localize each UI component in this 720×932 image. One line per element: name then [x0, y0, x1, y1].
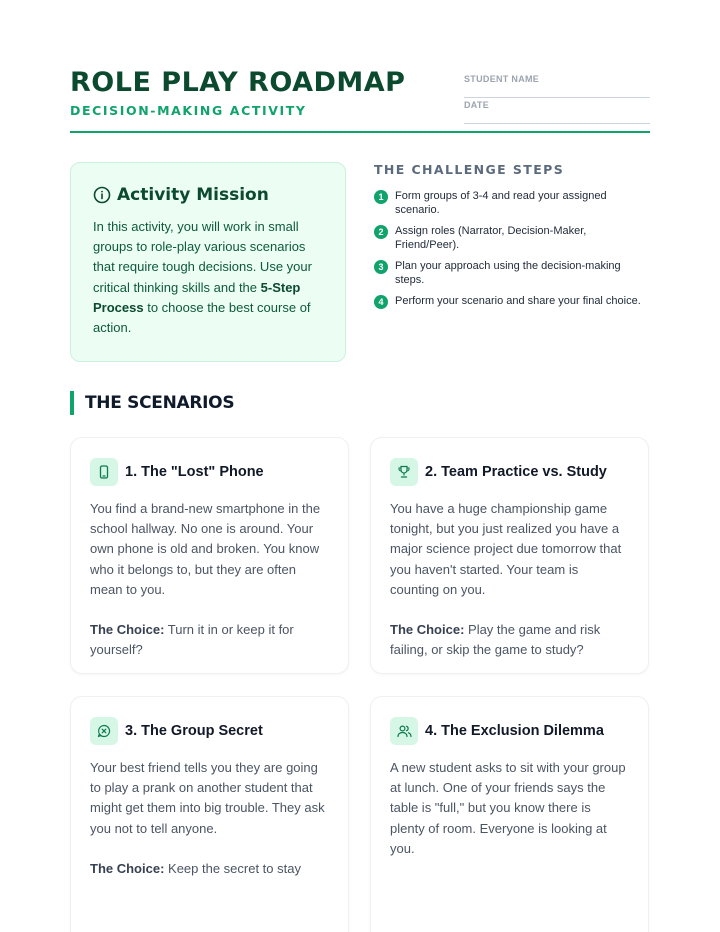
scenario-card: [370, 696, 649, 932]
challenge-steps: [374, 162, 650, 316]
card-header: [390, 458, 629, 486]
card-choice: [90, 859, 329, 879]
choice-label: The Choice:: [390, 622, 465, 638]
student-fields: [464, 72, 650, 124]
phone-icon: [90, 458, 118, 486]
card-title: 3. The Group Secret: [125, 723, 263, 739]
step-number: 3: [374, 260, 388, 274]
users-icon: [390, 717, 418, 745]
card-choice: [390, 620, 629, 660]
mission-box: [70, 162, 346, 362]
mission-header: [93, 185, 323, 205]
page-subtitle: DECISION-MAKING ACTIVITY: [70, 103, 307, 118]
student-name-field[interactable]: STUDENT NAME: [464, 72, 650, 98]
choice-label: The Choice:: [90, 860, 165, 876]
scenarios-header: [70, 391, 234, 415]
page-title: ROLE PLAY ROADMAP: [70, 67, 406, 98]
step-text: Form groups of 3-4 and read your assigned scenario.: [395, 190, 607, 216]
card-title: 2. Team Practice vs. Study: [425, 464, 607, 480]
choice-label: The Choice:: [90, 622, 165, 638]
step-item: [374, 294, 650, 309]
card-title: 1. The "Lost" Phone: [125, 464, 264, 480]
secret-icon: [90, 717, 118, 745]
step-item: [374, 259, 650, 287]
scenario-card: [70, 437, 349, 674]
page-header: [70, 66, 650, 118]
step-text: Perform your scenario and share your final choice.: [395, 295, 641, 307]
step-item: [374, 224, 650, 252]
mission-title: Activity Mission: [117, 185, 269, 205]
mission-text-part: In this activity, you will work in small groups to role-play various scenarios that require tough decisions. Use your critical thinking skills and the: [93, 219, 312, 295]
step-text: Assign roles (Narrator, Decision-Maker, Friend/Peer).: [395, 225, 587, 251]
card-text: A new student asks to sit with your group at lunch. One of your friends says the table is "full," but you know there is plenty of room. Everyone is looking at you.: [390, 760, 626, 856]
card-header: [90, 717, 329, 745]
steps-title: THE CHALLENGE STEPS: [374, 162, 565, 177]
step-number: 2: [374, 225, 388, 239]
step-number: 1: [374, 190, 388, 204]
scenarios-title: THE SCENARIOS: [85, 393, 235, 413]
step-number: 4: [374, 295, 388, 309]
step-text: Plan your approach using the decision-making steps.: [395, 260, 621, 286]
card-choice: [90, 620, 329, 660]
choice-text: Keep the secret to stay: [164, 860, 301, 876]
header-divider: [70, 131, 650, 133]
card-header: [90, 458, 329, 486]
card-text: You have a huge championship game tonight, but you just realized you have a major science project due tomorrow that you haven't started. Your team is counting on you.: [390, 501, 622, 597]
date-field[interactable]: DATE: [464, 98, 650, 124]
step-item: [374, 189, 650, 217]
card-title: 4. The Exclusion Dilemma: [425, 723, 604, 739]
trophy-icon: [390, 458, 418, 486]
card-header: [390, 717, 629, 745]
choice-text: Play the game and risk failing, or skip the game to study?: [390, 622, 601, 658]
mission-text: [93, 217, 323, 338]
info-icon: [93, 186, 111, 204]
mission-text-bold: 5-Step Process: [93, 279, 301, 315]
mission-text-part: to choose the best course of action.: [93, 299, 311, 336]
card-text: Your best friend tells you they are going to play a prank on another student that might get them into big trouble. They ask you not to tell anyone.: [90, 760, 325, 836]
scenario-card: [370, 437, 649, 674]
card-text: You find a brand-new smartphone in the school hallway. No one is around. Your own phone is old and broken. You know who it belongs to, but they are often mean to you.: [90, 501, 321, 597]
scenario-card: [70, 696, 349, 932]
choice-text: Turn it in or keep it for yourself?: [90, 622, 294, 658]
